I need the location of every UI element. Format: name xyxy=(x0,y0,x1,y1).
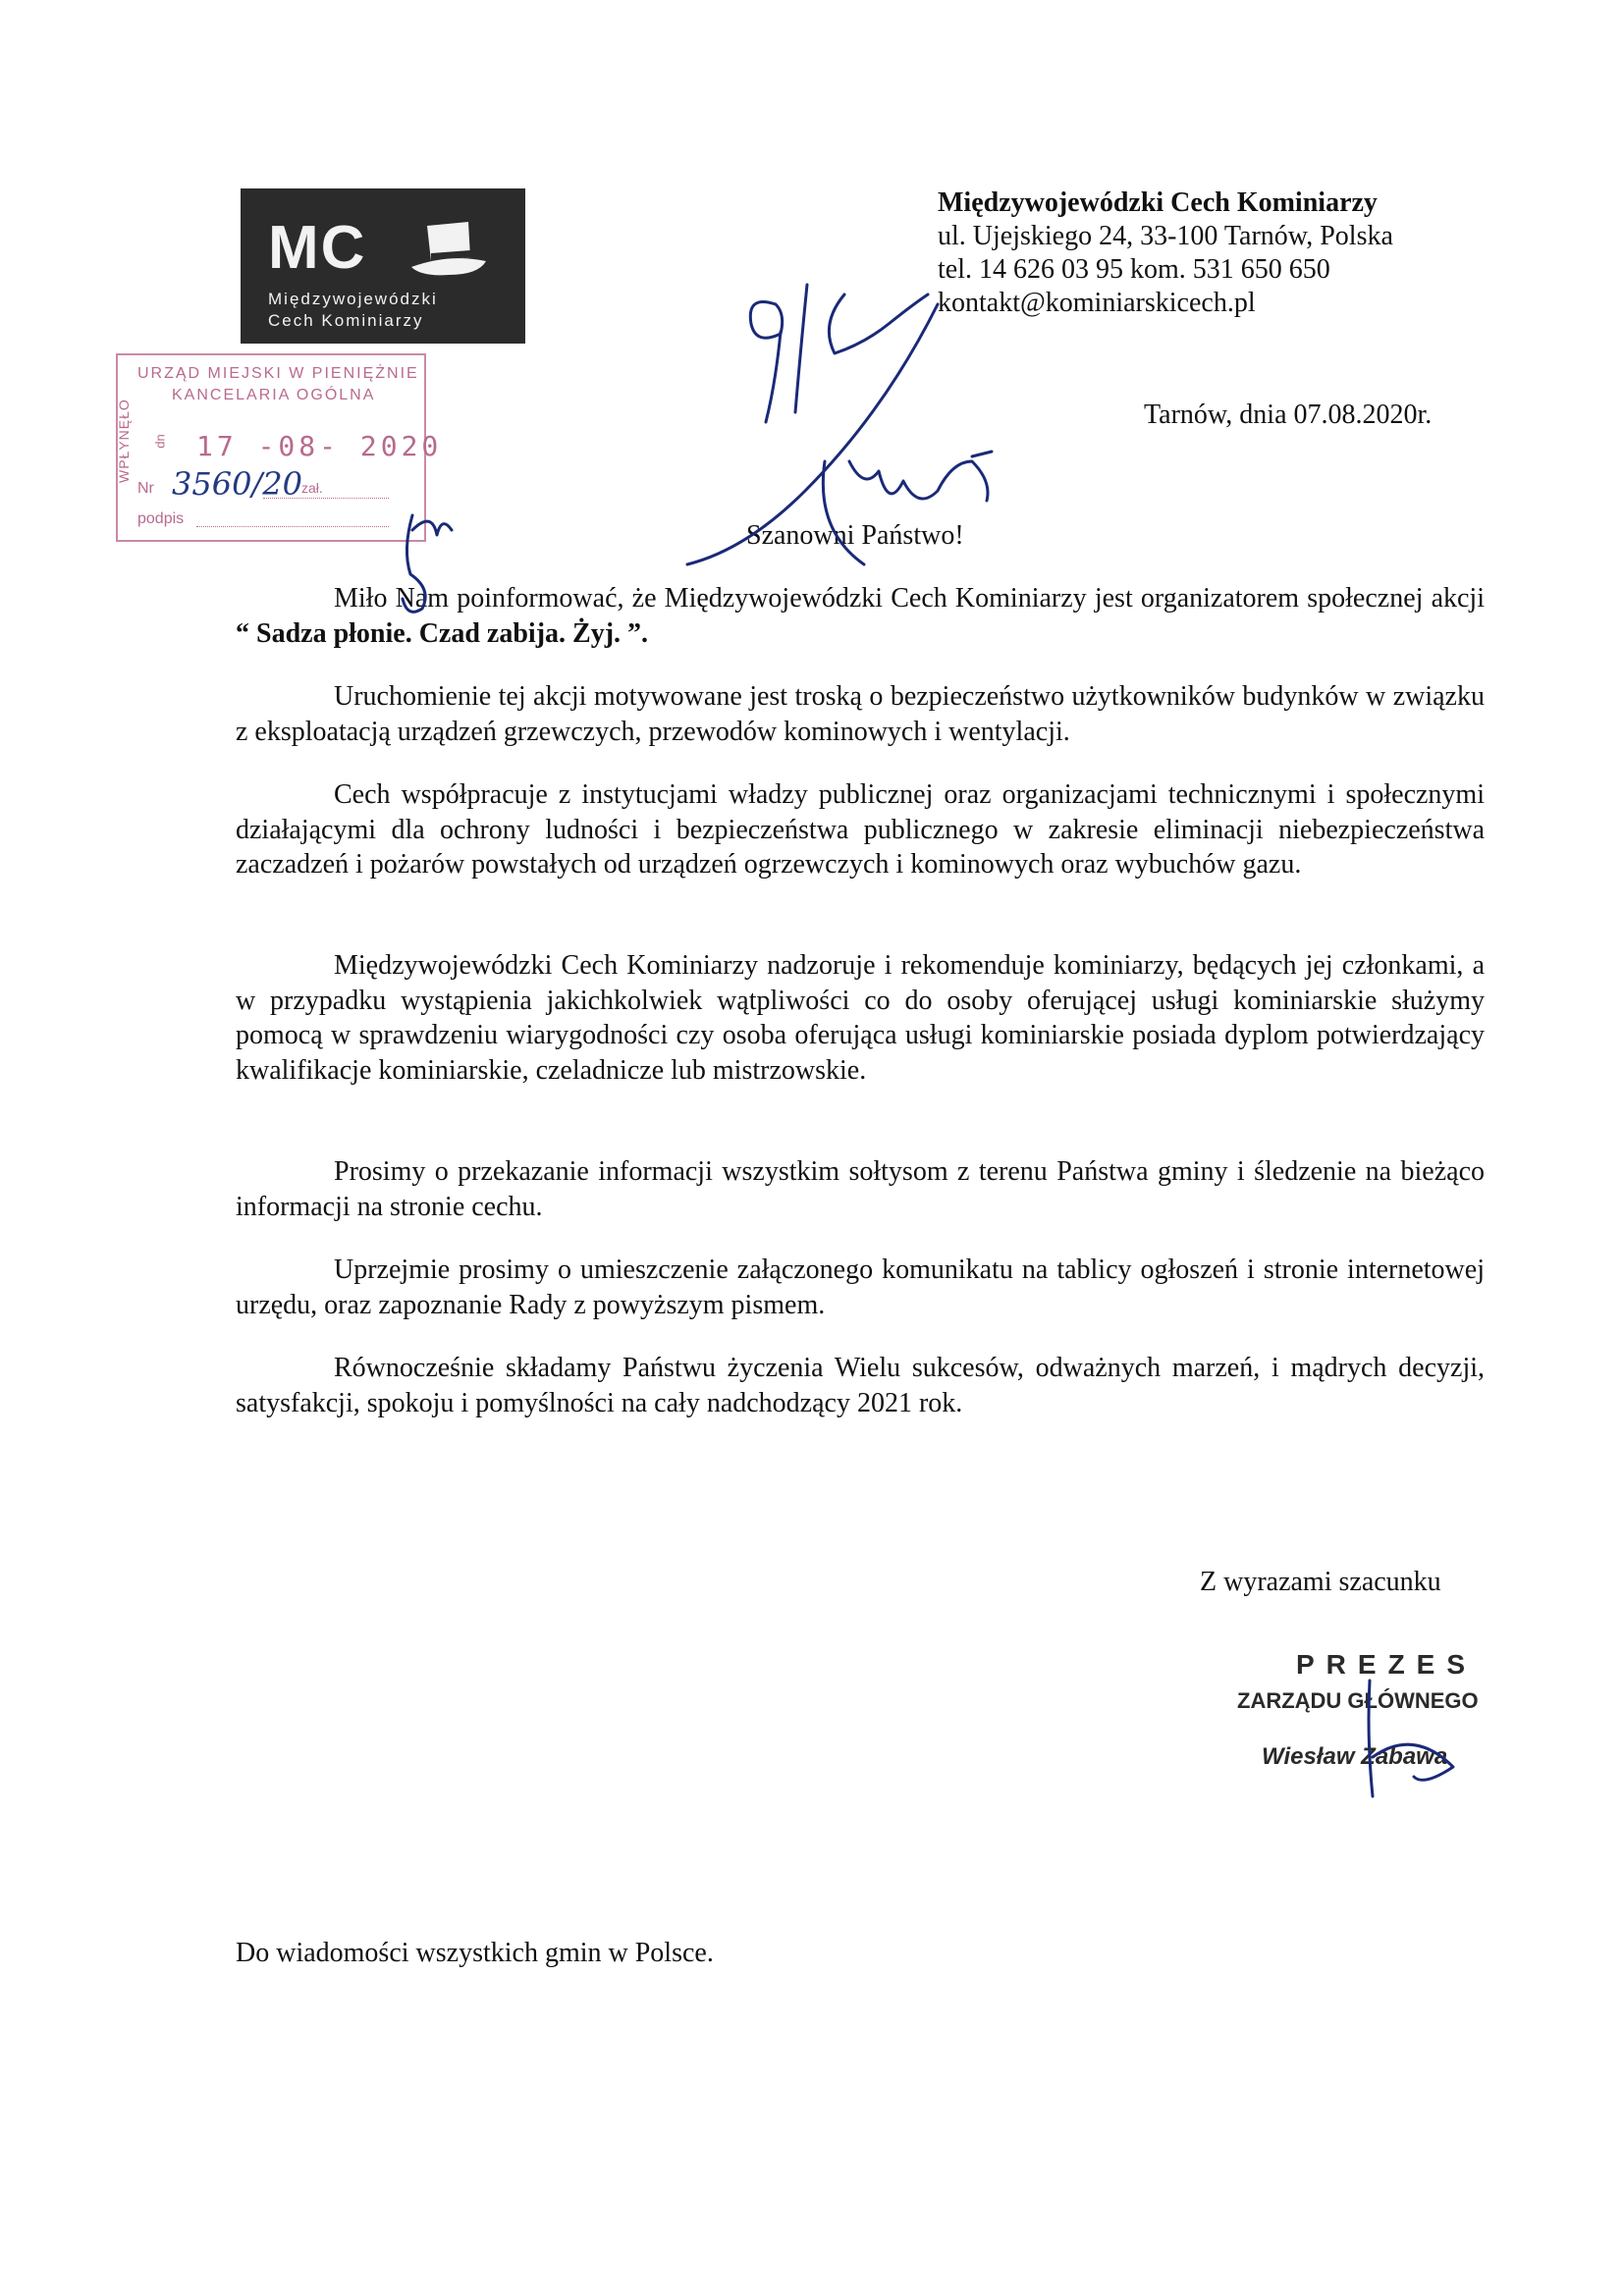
salutation: Szanowni Państwo! xyxy=(746,520,964,551)
annotation-slash xyxy=(795,285,807,412)
stamp-office: URZĄD MIEJSKI W PIENIĘŻNIE xyxy=(137,365,419,382)
president-title: PREZES xyxy=(1296,1649,1478,1680)
paragraph-4: Międzywojewódzki Cech Kominiarzy nadzoruje i rekomenduje kominiarzy, będących jej członkami, a w przypadku wystąpienia jakichkolwiek wątpliwości co do osoby oferującej usługi kominiarskie służymy pomocą w sprawdzeniu wiarygodności czy osoba oferująca usługi kominiarskie posiada dyplom potwierdzający kwalifikacje kominiarskie, czeladnicze lub mistrzowskie. xyxy=(236,950,1485,1086)
stamp-nr-value: 3560/20 xyxy=(172,465,302,503)
distribution-note: Do wiadomości wszystkich gmin w Polsce. xyxy=(236,1938,714,1968)
company-logo xyxy=(241,188,525,344)
stamp-nr-label: Nr xyxy=(137,480,154,497)
registry-stamp xyxy=(116,353,443,542)
sender-block xyxy=(938,187,1393,320)
logo-mark: MC xyxy=(268,214,367,282)
letter-date: Tarnów, dnia 07.08.2020r. xyxy=(1144,400,1433,430)
president-board: ZARZĄDU GŁÓWNEGO xyxy=(1237,1688,1479,1713)
campaign-name: “ Sadza płonie. Czad zabija. Żyj. ”. xyxy=(236,617,649,649)
closing-phrase: Z wyrazami szacunku xyxy=(1200,1567,1441,1597)
president-name: Wiesław Zabawa xyxy=(1262,1743,1448,1770)
paragraph-3: Cech współpracuje z instytucjami władzy publicznej oraz organizacjami technicznymi i społecznymi działającymi dla ochrony ludności i bezpieczeństwa publicznego w zakresie eliminacji niebezpieczeństwa zaczadzeń i pożarów powstałych od urządzeń ogrzewczych i kominowych oraz wybuchów gazu. xyxy=(236,779,1485,880)
paragraph-6: Uprzejmie prosimy o umieszczenie załączonego komunikatu na tablicy ogłoszeń i stronie internetowej urzędu, oraz zapoznanie Rady z powyższym pismem. xyxy=(236,1255,1485,1320)
stamp-signature-line xyxy=(196,526,389,527)
paragraph-1-text: Miło Nam poinformować, że Międzywojewódzki Cech Kominiarzy jest organizatorem społecznej akcji xyxy=(334,583,1485,614)
sender-email: kontakt@kominiarskicech.pl xyxy=(938,288,1256,318)
sender-name: Międzywojewódzki Cech Kominiarzy xyxy=(938,187,1378,218)
stamp-date: 17 -08- 2020 xyxy=(196,430,443,462)
paragraph-7: Równocześnie składamy Państwu życzenia Wielu sukcesów, odważnych marzeń, i mądrych decyzji, satysfakcji, spokoju i pomyślności na cały nadchodzący 2021 rok. xyxy=(236,1353,1485,1418)
paragraph-5: Prosimy o przekazanie informacji wszystkim sołtysom z terenu Państwa gminy i śledzenie na bieżąco informacji na stronie cechu. xyxy=(236,1156,1485,1222)
paragraph-1 xyxy=(236,581,1485,651)
logo-line-2: Cech Kominiarzy xyxy=(268,311,424,330)
sender-phone: tel. 14 626 03 95 kom. 531 650 650 xyxy=(938,254,1330,285)
annotation-zero xyxy=(829,294,928,353)
paragraph-2: Uruchomienie tej akcji motywowane jest troską o bezpieczeństwo użytkowników budynków w związku z eksploatacją urządzeń grzewczych, przewodów kominowych i wentylacji. xyxy=(236,681,1485,747)
stamp-zal-label: zał. xyxy=(301,480,323,496)
stamp-department: KANCELARIA OGÓLNA xyxy=(172,387,376,403)
annotation-handwriting xyxy=(750,302,782,423)
top-hat-icon xyxy=(409,220,488,281)
sender-address: ul. Ujejskiego 24, 33-100 Tarnów, Polska xyxy=(938,221,1393,251)
stamp-signature-label: podpis xyxy=(137,510,185,527)
stamp-received-label: WPŁYNĘŁO xyxy=(116,399,132,483)
stamp-nr-line xyxy=(263,498,389,499)
stamp-dn-label: dn xyxy=(152,434,168,449)
logo-line-1: Międzywojewódzki xyxy=(268,290,438,308)
